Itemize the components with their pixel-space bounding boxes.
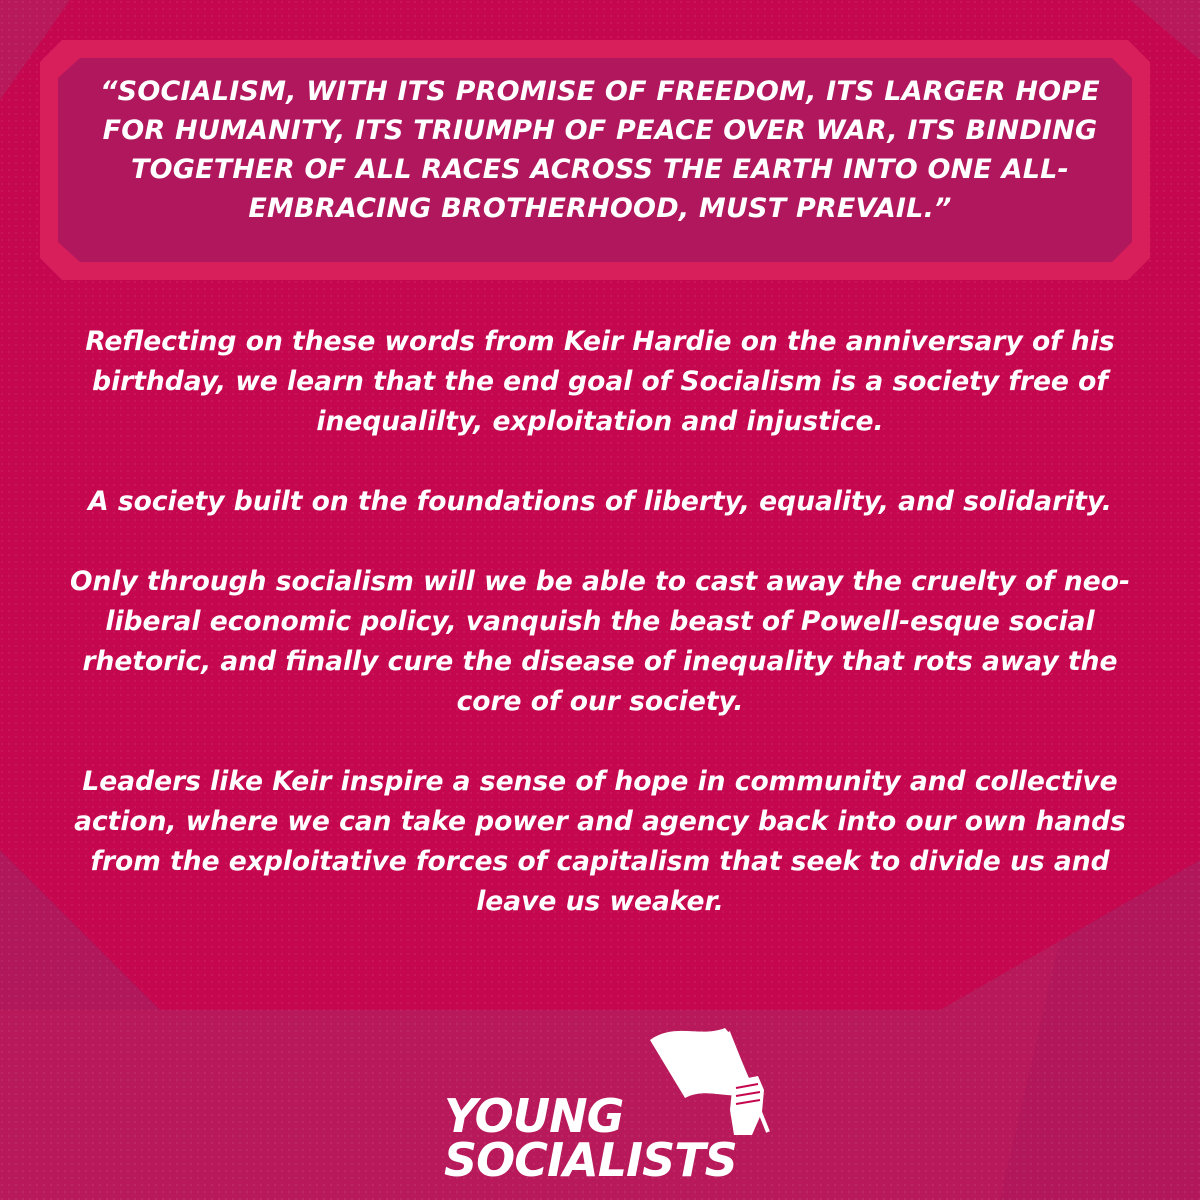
body-paragraph: A society built on the foundations of liberty, equality, and solidarity. <box>88 486 1112 517</box>
body-paragraph: Reflecting on these words from Keir Hardie on the anniversary of his birthday, we learn that the end goal of Socialism is a society free of inequalilty, exploitation and injustice. <box>85 326 1115 437</box>
body-text <box>60 322 1140 962</box>
body-paragraph: Leaders like Keir inspire a sense of hope in community and collective action, where we can take power and agency back into our own hands from the exploitative forces of capitalism that seek to divide us and leave us weaker. <box>74 766 1126 917</box>
logo-text-young: YOUNG <box>444 1089 624 1143</box>
logo-text-socialists: SOCIALISTS <box>444 1133 737 1187</box>
fist-with-flag-icon <box>630 1020 770 1135</box>
quote-text: “SOCIALISM, WITH ITS PROMISE OF FREEDOM, ITS LARGER HOPE FOR HUMANITY, ITS TRIUMPH OF PEACE OVER WAR, ITS BINDING TOGETHER OF ALL RACES ACROSS THE EARTH INTO ONE ALL-EMBRACING BROTHERHOOD, MUST PREVAIL.” <box>100 76 1100 224</box>
body-paragraph: Only through socialism will we be able to cast away the cruelty of neo-liberal economic policy, vanquish the beast of Powell-esque social rhetoric, and finally cure the disease of inequality that rots away the core of our society. <box>70 566 1130 717</box>
young-socialists-logo <box>440 1020 770 1185</box>
